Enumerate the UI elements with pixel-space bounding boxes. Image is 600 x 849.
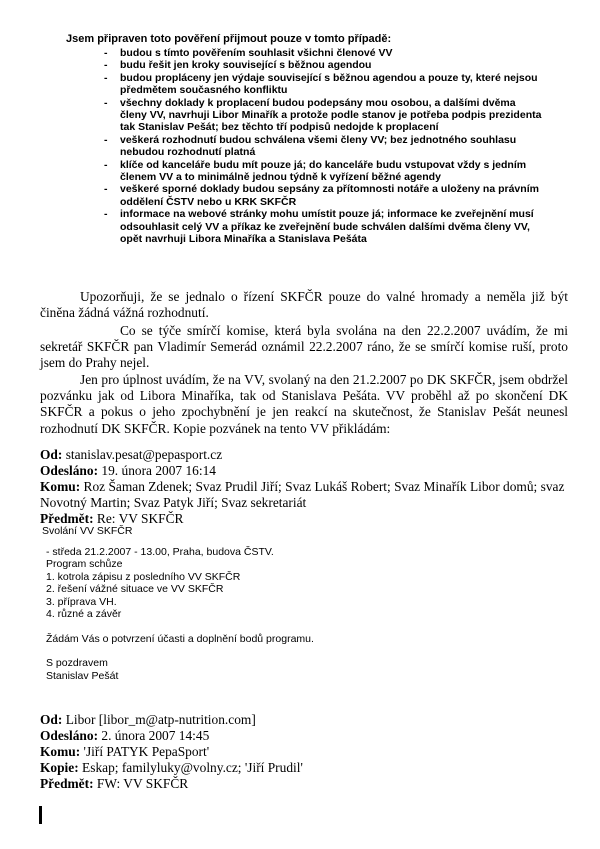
condition-item: - veškerá rozhodnutí budou schválena všemi členy VV; bez jednotného souhlasu nebudou rozhodnutí platná bbox=[104, 134, 544, 159]
email-body-line: - středa 21.2.2007 - 13.00, Praha, budova ČSTV. bbox=[46, 545, 274, 558]
subject-value: FW: VV SKFČR bbox=[96, 776, 189, 791]
email-body-title: Svolání VV SKFČR bbox=[42, 525, 133, 537]
email-request: Žádám Vás o potvrzení účasti a doplnění bodů programu. bbox=[46, 632, 314, 645]
cc-value: Eskap; familyluky@volny.cz; 'Jiří Prudil' bbox=[82, 760, 303, 775]
cc-label: Kopie: bbox=[40, 760, 79, 775]
paragraph-assembly: Upozorňuji, že se jednalo o řízení SKFČR pouze do valné hromady a neměla již být činěna žádná vážná rozhodnutí. bbox=[40, 289, 568, 321]
sent-label: Odesláno: bbox=[40, 463, 99, 478]
subject-value: Re: VV SKFČR bbox=[96, 511, 184, 526]
email-signature: Stanislav Pešát bbox=[46, 669, 119, 682]
email-body-line: 2. řešení vážné situace ve VV SKFČR bbox=[46, 583, 224, 595]
email-body-line: Program schůze bbox=[46, 558, 123, 570]
subject-label: Předmět: bbox=[40, 776, 94, 791]
from-value: stanislav.pesat@pepasport.cz bbox=[65, 447, 223, 462]
email-body-1 bbox=[42, 525, 542, 682]
conditions-heading: Jsem připraven toto pověření přijmout pouze v tomto případě: bbox=[66, 33, 392, 45]
email-header-2 bbox=[40, 712, 570, 792]
to-label: Komu: bbox=[40, 479, 81, 494]
to-value: 'Jiří PATYK PepaSport' bbox=[83, 744, 210, 759]
sent-label: Odesláno: bbox=[40, 728, 99, 743]
email-closing: S pozdravem bbox=[46, 657, 108, 669]
condition-item: - veškeré sporné doklady budou sepsány za přítomnosti notáře a uloženy na právním oddělení ČSTV nebo u KRK SKFČR bbox=[104, 183, 544, 208]
paragraph-arbitration: Co se týče smírčí komise, která byla svolána na den 22.2.2007 uvádím, že mi sekretář SKFČR pan Vladimír Semerád oznámil 22.2.2007 ráno, že se smírčí komise ruší, proto jsem do Prahy nejel. bbox=[40, 323, 568, 371]
conditions-list bbox=[104, 47, 544, 246]
email-body-line: 3. příprava VH. bbox=[46, 595, 117, 608]
condition-item: - budou s tímto pověřením souhlasit všichni členové VV bbox=[104, 47, 544, 59]
sent-value: 19. února 2007 16:14 bbox=[101, 463, 216, 478]
from-value: Libor [libor_m@atp-nutrition.com] bbox=[65, 712, 256, 727]
email-header-1 bbox=[40, 447, 570, 527]
text-cursor bbox=[39, 806, 42, 824]
to-value: Roz Šaman Zdenek; Svaz Prudil Jiří; Svaz Lukáš Robert; Svaz Minařík Libor domů; svaz Novotný Martin; Svaz Patyk Jiří; Svaz sekretariát bbox=[40, 479, 565, 510]
email-body-line: 1. kotrola zápisu z posledního VV SKFČR bbox=[46, 570, 241, 583]
paragraph-invitations: Jen pro úplnost uvádím, že na VV, svolaný na den 21.2.2007 po DK SKFČR, jsem obdržel pozvánku jak od Libora Minaříka, tak od Stanislava Pešáta. VV proběhl až po skončení DK SKFČR a pokus o jeho zpochybnění je jen reakcí na skutečnost, že Stanislav Pešát neunesl rozhodnutí DK SKFČR. Kopie pozvánek na tento VV přikládám: bbox=[40, 372, 568, 436]
condition-item: - budu řešit jen kroky související s běžnou agendou bbox=[104, 59, 544, 71]
condition-item: - informace na webové stránky mohu umístit pouze já; informace ke zveřejnění musí odsouhlasit celý VV a příkaz ke zveřejnění bude schválen dalšími dvěma členy VV, opět navrhuji Libora Minaříka a Stanislava Pešáta bbox=[104, 208, 544, 245]
to-label: Komu: bbox=[40, 744, 81, 759]
condition-item: - klíče od kanceláře budu mít pouze já; do kanceláře budu vstupovat vždy s jedním členem VV a to minimálně jednou týdně k vyřízení běžné agendy bbox=[104, 159, 544, 184]
subject-label: Předmět: bbox=[40, 511, 94, 526]
condition-item: - všechny doklady k proplacení budou podepsány mou osobou, a dalšími dvěma členy VV, navrhuji Libor Minařík a protože podle stanov je potřeba podpis prezidenta tak Stanislav Pešát; bez těchto tří podpisů nedojde k proplacení bbox=[104, 97, 544, 134]
email-body-line: 4. různé a závěr bbox=[46, 608, 122, 620]
from-label: Od: bbox=[40, 712, 63, 727]
from-label: Od: bbox=[40, 447, 63, 462]
condition-item: - budou propláceny jen výdaje související s běžnou agendou a pouze ty, které nejsou předmětem současného konfliktu bbox=[104, 72, 544, 97]
sent-value: 2. února 2007 14:45 bbox=[101, 728, 210, 743]
